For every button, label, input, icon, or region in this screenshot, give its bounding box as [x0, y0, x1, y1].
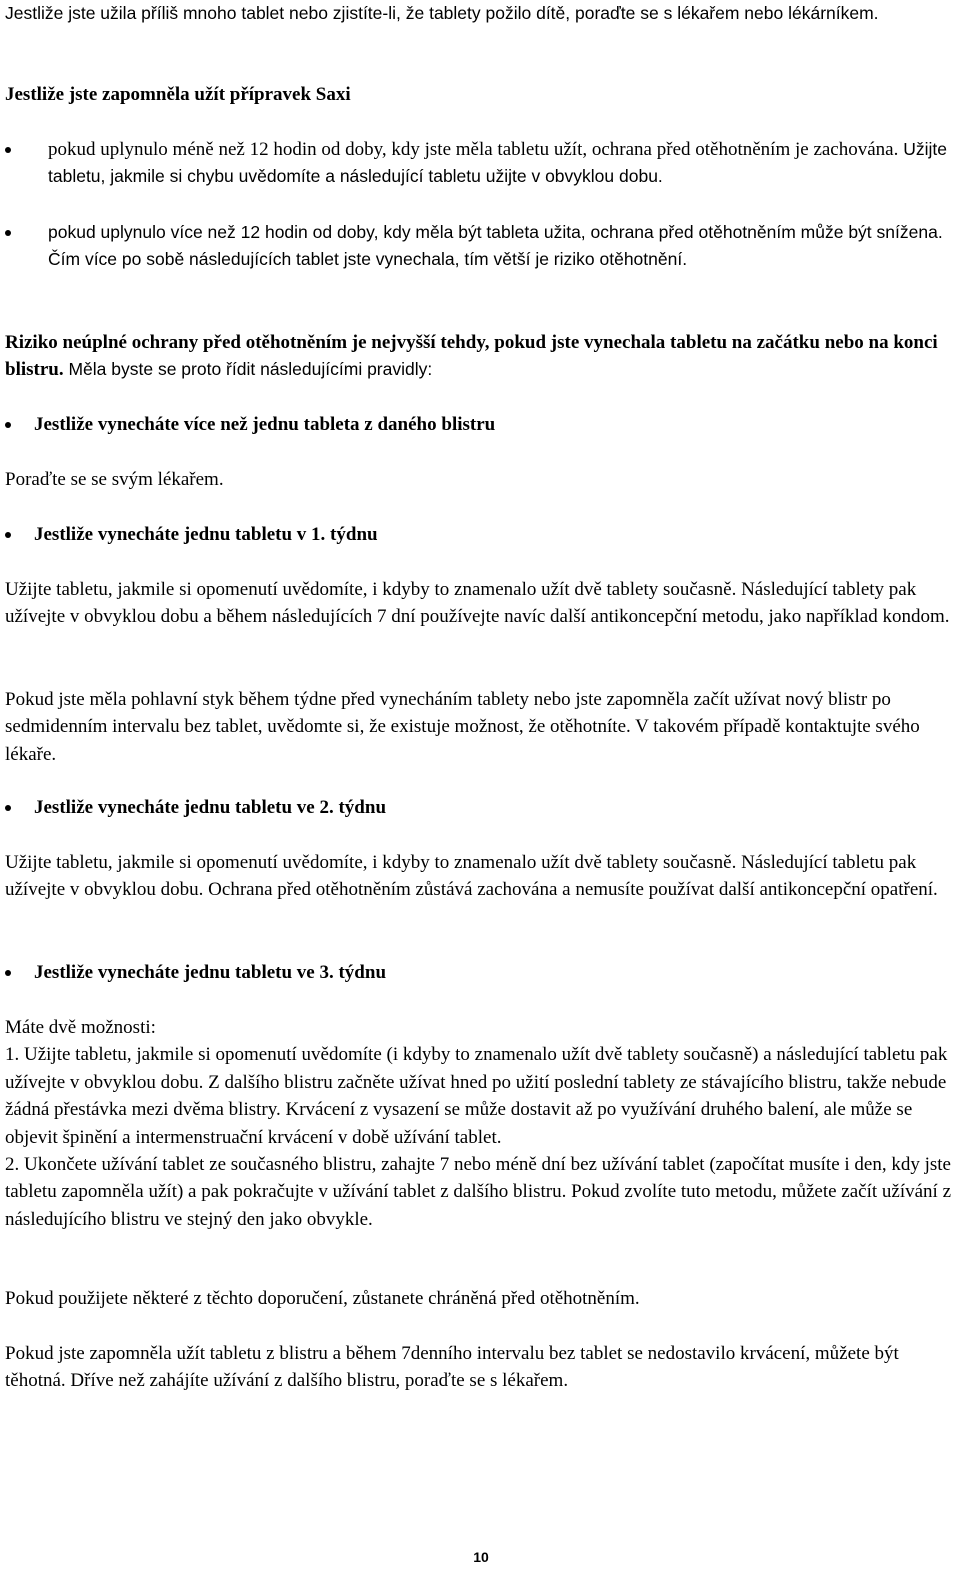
rule-week3-option1: 1. Užijte tabletu, jakmile si opomenutí uvědomíte (i kdyby to znamenalo užít dvě tablety současně) a následující tabletu pak užívejte v obvyklou dobu. Z dalšího blistru začněte užívat hned po užití poslední tablety ze stávajícího blistru, takže nebude žádná přestávka mezi dvěma blistry. Krvácení z vysazení se může dostavit až po využívání druhého balení, ale může se objevit špinění a intermenstruační krvácení v době užívání tablet.: [5, 1044, 948, 1148]
forgot-bullet-1-normal: pokud uplynulo méně než 12 hodin od doby, kdy jste měla tabletu užít, ochrana před otěhotněním je zachována.: [48, 139, 899, 160]
bullet-icon: [5, 147, 11, 153]
closing-protected-text: Pokud použijete některé z těchto doporučení, zůstanete chráněná před otěhotněním.: [5, 1288, 640, 1309]
rule-week1-heading-text: Jestliže vynecháte jednu tabletu v 1. týdnu: [34, 524, 378, 545]
bullet-icon: [5, 532, 11, 538]
overdose-text: Jestliže jste užila příliš mnoho tablet nebo zjistíte-li, že tablety požilo dítě, poraďte se s lékařem nebo lékárníkem.: [5, 3, 879, 23]
rule-week2-heading: [5, 794, 957, 821]
rule-more-than-one-text: Poraďte se se svým lékařem.: [5, 469, 224, 490]
forgot-bullet-1-sans: Užijte tabletu, jakmile si chybu uvědomíte a následující tabletu užijte v obvyklou dobu.: [48, 139, 947, 187]
risk-sans: Měla byste se proto řídit následujícími pravidly:: [63, 359, 433, 380]
rule-more-than-one-heading-text: Jestliže vynecháte více než jednu tableta z daného blistru: [34, 414, 496, 435]
forgot-bullet-2: [5, 219, 957, 274]
rule-week2-paragraph: [5, 849, 957, 904]
bullet-icon: [5, 422, 11, 428]
risk-text: [5, 329, 957, 384]
rule-week3-heading: [5, 959, 957, 986]
forgot-heading: [5, 81, 957, 108]
rule-week2-text: Užijte tabletu, jakmile si opomenutí uvědomíte, i kdyby to znamenalo užít dvě tablety současně. Následující tabletu pak užívejte v obvyklou dobu. Ochrana před otěhotněním zůstává zachována a nemusíte používat další antikoncepční opatření.: [5, 852, 938, 901]
overdose-paragraph: [5, 0, 957, 27]
rule-week1-heading: [5, 521, 957, 548]
forgot-bullet-1: [5, 136, 957, 191]
risk-bold: Riziko neúplné ochrany před otěhotněním je nejvyšší tehdy, pokud jste vynechala tabletu na začátku nebo na konci blistru.: [5, 332, 938, 381]
forgot-bullet-2-text: [48, 219, 957, 274]
rule-week3-options: [5, 1014, 957, 1233]
page-number: 10: [473, 1549, 489, 1565]
rule-more-than-one-paragraph: [5, 466, 957, 493]
rule-more-than-one-heading: [5, 411, 957, 438]
rule-week1-text: Užijte tabletu, jakmile si opomenutí uvědomíte, i kdyby to znamenalo užít dvě tablety současně. Následující tablety pak užívejte v obvyklou dobu a během následujících 7 dní používejte navíc další antikoncepční metodu, jako například kondom.: [5, 579, 950, 628]
rule-week3-options-intro: Máte dvě možnosti:: [5, 1017, 156, 1038]
bullet-icon: [5, 230, 11, 236]
forgot-heading-text: Jestliže jste zapomněla užít přípravek Saxi: [5, 84, 351, 105]
rule-week1-paragraph: [5, 576, 957, 631]
closing-pregnant-text: Pokud jste zapomněla užít tabletu z blistru a během 7denního intervalu bez tablet se nedostavilo krvácení, můžete být těhotná. Dříve než zahájíte užívání z dalšího blistru, poraďte se s lékařem.: [5, 1343, 899, 1392]
forgot-bullet-2-sans: Čím více po sobě následujících tablet jste vynechala, tím větší je riziko otěhotnění.: [48, 249, 688, 270]
risk-paragraph: [5, 329, 957, 384]
bullet-icon: [5, 805, 11, 811]
closing-pregnant-paragraph: [5, 1340, 957, 1395]
rule-week1-contact-text: Pokud jste měla pohlavní styk během týdne před vynecháním tablety nebo jste zapomněla začít užívat nový blistr po sedmidenním intervalu bez tablet, uvědomte si, že existuje možnost, že otěhotníte. V takovém případě kontaktujte svého lékaře.: [5, 689, 920, 765]
rule-week1-contact-paragraph: [5, 686, 957, 768]
closing-protected-paragraph: [5, 1285, 957, 1312]
forgot-bullet-1-text: [48, 136, 957, 191]
rule-week3-heading-text: Jestliže vynecháte jednu tabletu ve 3. týdnu: [34, 962, 387, 983]
rule-week2-heading-text: Jestliže vynecháte jednu tabletu ve 2. týdnu: [34, 797, 387, 818]
forgot-bullet-2-normal: pokud uplynulo více než 12 hodin od doby, kdy měla být tableta užita, ochrana před otěhotněním může být snížena.: [48, 222, 943, 242]
bullet-icon: [5, 970, 11, 976]
rule-week3-option2: 2. Ukončete užívání tablet ze současného blistru, zahajte 7 nebo méně dní bez užívání tablet (započítat musíte i den, kdy jste tabletu zapomněla užít) a pak pokračujte v užívání tablet z dalšího blistru. Pokud zvolíte tuto metodu, můžete začít užívání z následujícího blistru ve stejný den jako obvykle.: [5, 1154, 952, 1230]
